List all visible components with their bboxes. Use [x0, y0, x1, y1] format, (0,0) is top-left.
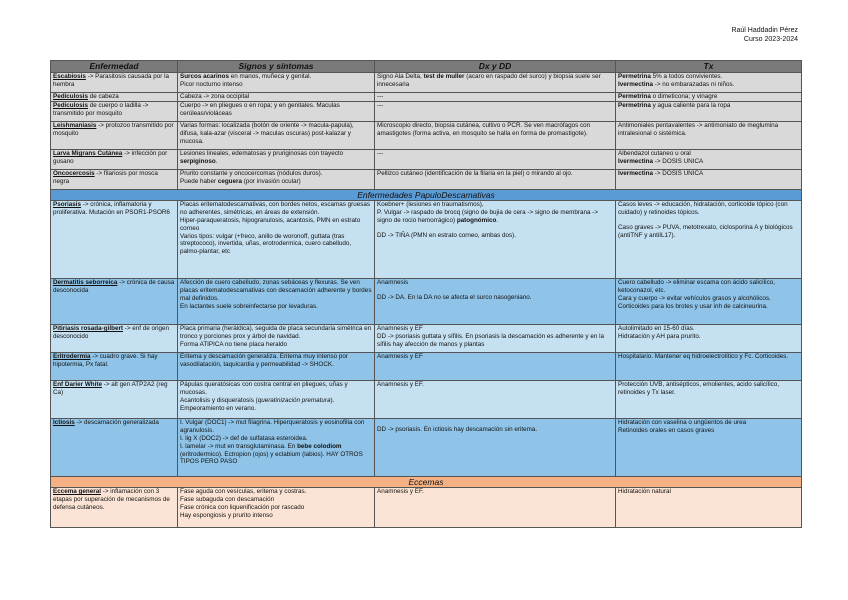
col-header-dx: Dx y DD: [375, 61, 616, 73]
table-row: [51, 487, 802, 527]
disease-name: Leishmaniasis: [53, 121, 97, 129]
tx-bold: Permetrina: [618, 101, 651, 109]
tx-text: -> DOSIS UNICA: [653, 169, 704, 177]
disease-cell: [51, 380, 178, 418]
dx-text: (acaro en raspado del surco) y biopsia suele ser innecesaria: [377, 73, 601, 88]
tx-bold: Permetrina: [618, 73, 651, 80]
dx-text: Signo Ala Delta,: [377, 73, 424, 80]
disease-desc: -> enf de origen desconocido: [53, 324, 170, 340]
signs-text: Hiper-paraqueratosis, hipogranulosis, acantosis, PMN en estrato corneo: [180, 216, 361, 232]
tx-text: Casos leves -> educación, hidratación, corticoide tópico (con cuidado) y retinoides tópicos.: [618, 200, 788, 216]
tx-bold: Ivermectina: [618, 169, 654, 177]
table-row: [51, 169, 802, 189]
disease-name: Eritrodermia: [53, 352, 91, 360]
disease-name: Eccema general: [53, 487, 101, 495]
tx-text: Autolimitado en 15-60 días.: [618, 324, 695, 332]
dx-text: DD -> psoriasis guttata y sífilis. En psoriasis la descamación es adherente y en la sífilis hay afección de manos y plantas: [377, 332, 604, 348]
disease-desc: -> Parasitosis causada por la hembra: [53, 73, 170, 88]
signs-text: Forma ATIPICA no tiene placa heraldo: [180, 340, 287, 348]
signs-cell: Cabeza -> zona occipital: [178, 93, 375, 102]
signs-text: Lesiones lineales, edematosas y pruriginosas con trayecto: [180, 149, 344, 157]
dx-text: DD -> TIÑA (PMN en estrato corneo, ambas dos).: [377, 231, 516, 239]
disease-name: Pediculosis: [53, 101, 88, 109]
signs-text: Afección de cuero cabelludo, zonas sebáceas y flexuras. Se ven placas eritematodescamativas con descamación adherente y bordes mal definidos.: [180, 278, 372, 302]
disease-cell: [51, 149, 178, 169]
signs-text: .: [215, 157, 218, 165]
signs-text: Puede haber: [180, 177, 218, 185]
disease-name: Pediculosis: [53, 93, 88, 100]
col-header-signos: Signos y síntomas: [178, 61, 375, 73]
table-header-row: [51, 61, 802, 73]
disease-name: Larva Migrans Cutánea: [53, 149, 123, 157]
dx-text: Anamnesis: [377, 278, 409, 286]
section-header-row: [51, 189, 802, 200]
signs-text: Pápulas queratósicas con costra central en pliegues, uñas y mucosas.: [180, 380, 348, 396]
signs-text: I. lamelar -> mut en transglutaminasa. En: [180, 442, 298, 450]
disease-desc: -> descamación generalizada: [74, 418, 159, 426]
author-name: Raúl Haddadin Pérez: [731, 27, 798, 34]
dx-text: Koebner+ (lesiones en traumatismos),: [377, 200, 484, 208]
signs-text: Fase subaguda con descamación: [180, 495, 275, 503]
disease-desc: de cabeza: [88, 93, 119, 100]
signs-text: Varios tipos: vulgar (+freco, anillo de woronoff, guttata (tras streptococo), invertida, uñas, erotrodermica, cuero cabelludo, palmo-plantar, etc: [180, 232, 352, 256]
disease-name: Enf Darier White: [53, 380, 102, 388]
tx-cell: Hidratación natural: [616, 487, 802, 527]
tx-text: Cuero cabelludo -> eliminar escama con ácido salicílico, ketoconazol, etc.: [618, 278, 775, 294]
disease-desc: -> crónica, inflamatoria y proliferativa. Mutación en PSOR1-PSOR6: [53, 200, 170, 216]
disease-cell: [51, 121, 178, 149]
disease-desc: -> filariosis por mosca negra: [53, 169, 158, 185]
signs-italic: queratinización prematura: [257, 396, 331, 404]
dx-text: DD -> DA. En la DA no se afecta el surco nasogeniano.: [377, 293, 532, 301]
disease-cell: [51, 324, 178, 352]
dx-cell: [375, 278, 616, 324]
disease-cell: [51, 418, 178, 476]
signs-bold: ceguera: [217, 177, 242, 185]
disease-name: Pitiriasis rosada-gilbert: [53, 324, 123, 332]
signs-cell: [178, 200, 375, 278]
col-header-enfermedad: Enfermedad: [51, 61, 178, 73]
disease-name: Oncocercosis: [53, 169, 95, 177]
dx-cell: Pellizco cutáneo (identificación de la filaria en la piel) o mirando al ojo.: [375, 169, 616, 189]
dx-text: P. Vulgar -> raspado de brocq (signo de bujia de cera -> signo de membrana -> signo de rocio hemorrágico): [377, 208, 599, 224]
disease-desc: -> infección por gusano: [53, 149, 168, 165]
table-row: [51, 324, 802, 352]
table-row: [51, 101, 802, 121]
tx-text: -> no embarazadas ni niños.: [653, 80, 735, 88]
table-row: [51, 418, 802, 476]
disease-desc: -> cuadro grave. Si hay hipotermia, Px fatal.: [53, 352, 158, 368]
table-row: [51, 121, 802, 149]
table-row: [51, 380, 802, 418]
dx-cell: [375, 73, 616, 93]
tx-text: Hidratación y AH para prurito.: [618, 332, 701, 340]
table-row: [51, 73, 802, 93]
signs-cell: [178, 487, 375, 527]
dx-cell: [375, 324, 616, 352]
tx-cell: [616, 324, 802, 352]
disease-cell: [51, 93, 178, 102]
signs-cell: [178, 73, 375, 93]
signs-cell: [178, 169, 375, 189]
section-header-row: [51, 476, 802, 487]
signs-cell: Varias formas: localizada (botón de oriente -> macula-papula), difusa, kala-azar (visceral -> maculas oscuras) post-kalazar y mucosa.: [178, 121, 375, 149]
tx-cell: [616, 149, 802, 169]
signs-text: I. Vulgar (DOC1) -> mut filagrina. Hiperqueratosis y eosinofilia con agranulosis.: [180, 418, 365, 434]
disease-desc: de cuerpo o ladilla -> transmitido por mosquito: [53, 101, 149, 117]
disease-desc: -> crónica de causa desconocida: [53, 278, 175, 294]
signs-bold: Surcos acarinos: [180, 73, 229, 80]
dx-bold: test de muller: [423, 73, 465, 80]
tx-text: 5% a todos convivientes.: [650, 73, 723, 80]
dx-cell: Anamnesis y EF.: [375, 487, 616, 527]
disease-desc: -> alt gen ATP2A2 (reg Ca): [53, 380, 168, 396]
disease-cell: [51, 169, 178, 189]
signs-text: (por invasión ocular): [241, 177, 301, 185]
tx-text: o dimeticona; y vinagre: [650, 93, 718, 100]
signs-cell: [178, 324, 375, 352]
disease-cell: [51, 73, 178, 93]
tx-cell: [616, 101, 802, 121]
table-row: [51, 200, 802, 278]
tx-cell: [616, 278, 802, 324]
tx-cell: Antimoniales pentavalentes -> antimoniato de meglumina intralesional o sistémica.: [616, 121, 802, 149]
dx-text: DD -> psoriasis. En ictiosis hay descamación sin eritema.: [377, 425, 538, 433]
tx-cell: [616, 93, 802, 102]
table-row: [51, 93, 802, 102]
tx-cell: [616, 73, 802, 93]
table-row: [51, 352, 802, 380]
tx-text: -> DOSIS UNICA: [653, 157, 704, 165]
signs-text: Fase aguda con vesículas, eritema y costras.: [180, 487, 307, 495]
section-title-papulodescamativas: Enfermedades PapuloDescamativas: [51, 189, 802, 200]
col-header-tx: Tx: [616, 61, 802, 73]
signs-text: Prurito constante y oncocercomas (nódulos duros).: [180, 169, 323, 177]
tx-cell: Protección UVB, antisépticos, emolientes, acido salicílico, retinoides y Tx laser.: [616, 380, 802, 418]
dx-cell: [375, 200, 616, 278]
signs-cell: [178, 418, 375, 476]
signs-text: Fase crónica con liquenificación por rascado: [180, 503, 305, 511]
signs-bold: serpiginoso: [180, 157, 216, 165]
signs-cell: [178, 278, 375, 324]
section-title-eccemas: Eccemas: [51, 476, 802, 487]
signs-cell: Cuerpo -> en pliegues o en ropa; y en genitales. Maculas cerúleas/violáceas: [178, 101, 375, 121]
disease-desc: -> protozoo transmitido por mosquito: [53, 121, 174, 137]
disease-cell: [51, 487, 178, 527]
tx-text: y agua caliente para la ropa: [650, 101, 731, 109]
disease-cell: [51, 352, 178, 380]
course-year: Curso 2023-2024: [743, 36, 798, 43]
signs-cell: [178, 380, 375, 418]
signs-cell: [178, 149, 375, 169]
disease-cell: [51, 200, 178, 278]
signs-text: (eritrodermico). Ectropion (ojos) y eclabium (labios). HAY OTROS TIPOS PERO PASO: [180, 450, 363, 466]
table-row: [51, 278, 802, 324]
dx-cell: ---: [375, 93, 616, 102]
signs-text: Placa primaria (heráldica), seguida de placa secundaria simétrica en tronco y porciones prox y árbol de navidad.: [180, 324, 372, 340]
dx-cell: Anamnesis y EF.: [375, 380, 616, 418]
tx-text: Hidratación con vaselina o ungüentos de urea: [618, 418, 747, 426]
disease-name: Ictiosis: [53, 418, 75, 426]
tx-cell: [616, 418, 802, 476]
tx-text: Albendazol cutaneo u oral: [618, 149, 691, 157]
tx-cell: [616, 200, 802, 278]
signs-text: ).: [330, 396, 335, 404]
signs-text: Empeoramiento en verano.: [180, 404, 256, 412]
tx-bold: Permetrina: [618, 93, 651, 100]
disease-cell: [51, 101, 178, 121]
disease-cell: [51, 278, 178, 324]
tx-bold: Ivermectina: [618, 157, 654, 165]
signs-text: Acantolisis y disqueratosis (: [180, 396, 258, 404]
signs-text: Hay espongiosis y prurito intenso: [180, 511, 273, 519]
dx-bold: patognómico: [456, 216, 497, 224]
page-header: [731, 26, 798, 44]
tx-cell: [616, 169, 802, 189]
tx-bold: Ivermectina: [618, 80, 654, 88]
dx-cell: Anamnesis y EF: [375, 352, 616, 380]
signs-bold: bebe colodiom: [297, 442, 342, 450]
tx-cell: Hospitalario. Mantener eq hidroelectrolítico y Fc. Corticoides.: [616, 352, 802, 380]
dx-text: Anamnesis y EF: [377, 324, 423, 332]
signs-text: I. lig X (DOC2) -> def de sulfatasa esteroidea.: [180, 434, 308, 442]
disease-table: [50, 60, 802, 528]
disease-name: Escabiosis: [53, 73, 86, 80]
signs-text: En lactantes suele sobreinfectarse por levaduras.: [180, 302, 318, 310]
tx-text: Cara y cuerpo -> evitar vehículos grasos y alcohólicos. Corticoides para los brotes y usar inh de calcineurina.: [618, 294, 771, 310]
dx-cell: ---: [375, 149, 616, 169]
table-row: [51, 149, 802, 169]
dx-cell: ---: [375, 101, 616, 121]
signs-text: Placas eritematodescamativas, con bordes netos, escamas gruesas no adherentes, simétricas, en áreas de extensión.: [180, 200, 371, 216]
disease-desc: -> inflamación con 3 etapas por superación de mecanismos de defensa cutáneos.: [53, 487, 170, 511]
disease-name: Dermatitis seborreica: [53, 278, 118, 286]
tx-text: Caso graves -> PUVA, metotrexato, ciclosporina A y biológicos (antiTNF y antiIL17).: [618, 223, 793, 239]
dx-cell: Microscopio directo, biopsia cutánea, cultivo o PCR. Se ven macrófagos con amastigotes (forma activa, en mosquito se halla en forma de promastigote).: [375, 121, 616, 149]
signs-text: en manos, muñeca y genital.: [229, 73, 312, 80]
signs-cell: Eritema y descamación generaliza. Eritema muy intenso por vasodilatación, taquicardia y permeabilidad -> SHOCK.: [178, 352, 375, 380]
dx-text: .: [496, 216, 499, 224]
signs-text: Picor nocturno intenso: [180, 80, 243, 88]
dx-cell: [375, 418, 616, 476]
tx-text: Retinoides orales en casos graves: [618, 426, 715, 434]
disease-name: Psoriasis: [53, 200, 82, 208]
